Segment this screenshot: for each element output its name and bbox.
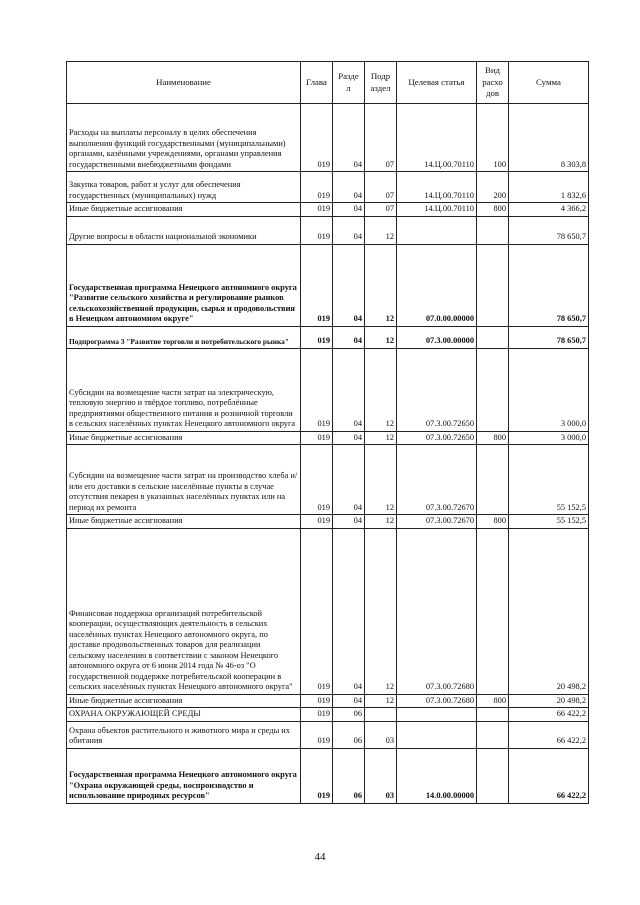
row-chapter: 019 — [301, 528, 333, 694]
row-subsection: 12 — [365, 348, 397, 431]
row-sum: 78 650,7 — [509, 244, 589, 326]
row-target: 07.3.00.72670 — [397, 445, 477, 515]
table-row — [67, 445, 589, 515]
row-subsection: 12 — [365, 244, 397, 326]
table-row — [67, 721, 589, 748]
row-name: Расходы на выплаты персоналу в целях обеспечения выполнения функций государственными (муниципальными) органами, казёнными учреждениями, органами управления государственными внебюджетными фондами — [67, 104, 301, 172]
row-type: 800 — [477, 203, 509, 217]
page-number: 44 — [314, 851, 326, 863]
row-chapter: 019 — [301, 708, 333, 722]
table-row — [67, 528, 589, 694]
row-target: 07.3.00.00000 — [397, 326, 477, 348]
row-sum: 1 832,6 — [509, 172, 589, 203]
row-target: 14.Ц.00.70110 — [397, 203, 477, 217]
row-target: 07.3.00.72670 — [397, 515, 477, 529]
row-sum: 66 422,2 — [509, 708, 589, 722]
row-target: 14.Ц.00.70110 — [397, 172, 477, 203]
row-chapter: 019 — [301, 431, 333, 445]
row-sum: 20 498,2 — [509, 528, 589, 694]
row-subsection: 12 — [365, 431, 397, 445]
row-target — [397, 216, 477, 244]
row-chapter: 019 — [301, 104, 333, 172]
header-type: Вид расхо дов — [477, 62, 509, 104]
row-subsection: 03 — [365, 721, 397, 748]
row-subsection: 12 — [365, 216, 397, 244]
header-name: Наименование — [67, 62, 301, 104]
row-name: ОХРАНА ОКРУЖАЮЩЕЙ СРЕДЫ — [67, 708, 301, 722]
row-sum: 4 366,2 — [509, 203, 589, 217]
row-name: Субсидии на возмещение части затрат на электрическую, тепловую энергию и твёрдое топливо, потреблённые предприятиями общественного питания и розничной торговли в сельских населённых пунктах Ненецкого автономного округа — [67, 348, 301, 431]
header-chapter: Глава — [301, 62, 333, 104]
row-section: 04 — [333, 431, 365, 445]
row-name: Иные бюджетные ассигнования — [67, 431, 301, 445]
row-name: Иные бюджетные ассигнования — [67, 515, 301, 529]
table-row — [67, 244, 589, 326]
budget-table — [66, 61, 589, 804]
row-sum: 78 650,7 — [509, 216, 589, 244]
table-row — [67, 431, 589, 445]
row-sum: 3 000,0 — [509, 431, 589, 445]
table-row — [67, 694, 589, 708]
row-type — [477, 708, 509, 722]
row-target: 14.Ц.00.70110 — [397, 104, 477, 172]
row-target: 07.3.00.72650 — [397, 348, 477, 431]
row-subsection: 07 — [365, 104, 397, 172]
table-header-row — [67, 62, 589, 104]
row-sum: 55 152,5 — [509, 445, 589, 515]
row-name: Иные бюджетные ассигнования — [67, 203, 301, 217]
row-type: 100 — [477, 104, 509, 172]
row-type — [477, 216, 509, 244]
table-row — [67, 326, 589, 348]
row-target: 07.3.00.72680 — [397, 528, 477, 694]
row-section: 04 — [333, 528, 365, 694]
row-target — [397, 721, 477, 748]
row-type — [477, 445, 509, 515]
row-subsection: 12 — [365, 445, 397, 515]
table-row — [67, 348, 589, 431]
row-section: 04 — [333, 244, 365, 326]
row-target — [397, 708, 477, 722]
row-name: Другие вопросы в области национальной экономики — [67, 216, 301, 244]
header-section: Разде л — [333, 62, 365, 104]
row-chapter: 019 — [301, 326, 333, 348]
row-subsection: 12 — [365, 326, 397, 348]
row-name: Государственная программа Ненецкого автономного округа "Развитие сельского хозяйства и регулирование рынков сельскохозяйственной продукции, сырья и продовольствия в Ненецком автономном округе" — [67, 244, 301, 326]
row-type — [477, 748, 509, 803]
row-name: Субсидии на возмещение части затрат на производство хлеба и/или его доставки в сельские населённые пункты в случае отсутствия пекарен в указанных населённых пунктах или на период их ремонта — [67, 445, 301, 515]
row-chapter: 019 — [301, 515, 333, 529]
header-subsection: Подр аздел — [365, 62, 397, 104]
row-chapter: 019 — [301, 216, 333, 244]
row-chapter: 019 — [301, 203, 333, 217]
row-sum: 55 152,5 — [509, 515, 589, 529]
row-section: 04 — [333, 216, 365, 244]
row-name: Охрана объектов растительного и животного мира и среды их обитания — [67, 721, 301, 748]
row-chapter: 019 — [301, 348, 333, 431]
row-name: Финансовая поддержка организаций потребительской кооперации, осуществляющих деятельность в сельских населённых пунктах Ненецкого автономного округа, по доставке продовольственных товаров для реализации сельскому населению в соответствии с законом Ненецкого автономного округа от 6 июня 2014 года № 46-оз "О государственной поддержке потребительской кооперации в сельских населённых пунктах Ненецкого автономного округа" — [67, 528, 301, 694]
row-section: 04 — [333, 203, 365, 217]
row-chapter: 019 — [301, 172, 333, 203]
row-sum: 20 498,2 — [509, 694, 589, 708]
row-subsection — [365, 708, 397, 722]
row-type: 200 — [477, 172, 509, 203]
row-section: 06 — [333, 721, 365, 748]
row-section: 04 — [333, 326, 365, 348]
row-target: 14.0.00.00000 — [397, 748, 477, 803]
row-chapter: 019 — [301, 721, 333, 748]
row-section: 04 — [333, 104, 365, 172]
row-chapter: 019 — [301, 748, 333, 803]
row-name: Подпрограмма 3 "Развитие торговли и потребительского рынка" — [67, 326, 301, 348]
row-sum: 8 303,8 — [509, 104, 589, 172]
row-subsection: 12 — [365, 694, 397, 708]
header-sum: Сумма — [509, 62, 589, 104]
table-row — [67, 708, 589, 722]
table-row — [67, 203, 589, 217]
row-type: 800 — [477, 694, 509, 708]
row-chapter: 019 — [301, 694, 333, 708]
table-row — [67, 748, 589, 803]
row-target: 07.0.00.00000 — [397, 244, 477, 326]
row-type — [477, 326, 509, 348]
header-target: Целевая статья — [397, 62, 477, 104]
table-row — [67, 172, 589, 203]
row-name: Иные бюджетные ассигнования — [67, 694, 301, 708]
row-sum: 78 650,7 — [509, 326, 589, 348]
row-type — [477, 721, 509, 748]
table-row — [67, 515, 589, 529]
row-section: 06 — [333, 708, 365, 722]
row-subsection: 03 — [365, 748, 397, 803]
row-section: 04 — [333, 348, 365, 431]
row-sum: 3 000,0 — [509, 348, 589, 431]
row-subsection: 07 — [365, 203, 397, 217]
row-subsection: 12 — [365, 515, 397, 529]
row-section: 06 — [333, 748, 365, 803]
row-sum: 66 422,2 — [509, 748, 589, 803]
table-row — [67, 216, 589, 244]
row-sum: 66 422,2 — [509, 721, 589, 748]
row-target: 07.3.00.72680 — [397, 694, 477, 708]
row-type — [477, 528, 509, 694]
row-type — [477, 244, 509, 326]
row-subsection: 07 — [365, 172, 397, 203]
row-target: 07.3.00.72650 — [397, 431, 477, 445]
row-chapter: 019 — [301, 244, 333, 326]
row-section: 04 — [333, 445, 365, 515]
row-name: Закупка товаров, работ и услуг для обеспечения государственных (муниципальных) нужд — [67, 172, 301, 203]
row-type: 800 — [477, 515, 509, 529]
row-section: 04 — [333, 694, 365, 708]
row-type: 800 — [477, 431, 509, 445]
row-section: 04 — [333, 515, 365, 529]
table-row — [67, 104, 589, 172]
row-type — [477, 348, 509, 431]
row-subsection: 12 — [365, 528, 397, 694]
row-section: 04 — [333, 172, 365, 203]
row-name: Государственная программа Ненецкого автономного округа "Охрана окружающей среды, воспроизводство и использование природных ресурсов" — [67, 748, 301, 803]
row-chapter: 019 — [301, 445, 333, 515]
